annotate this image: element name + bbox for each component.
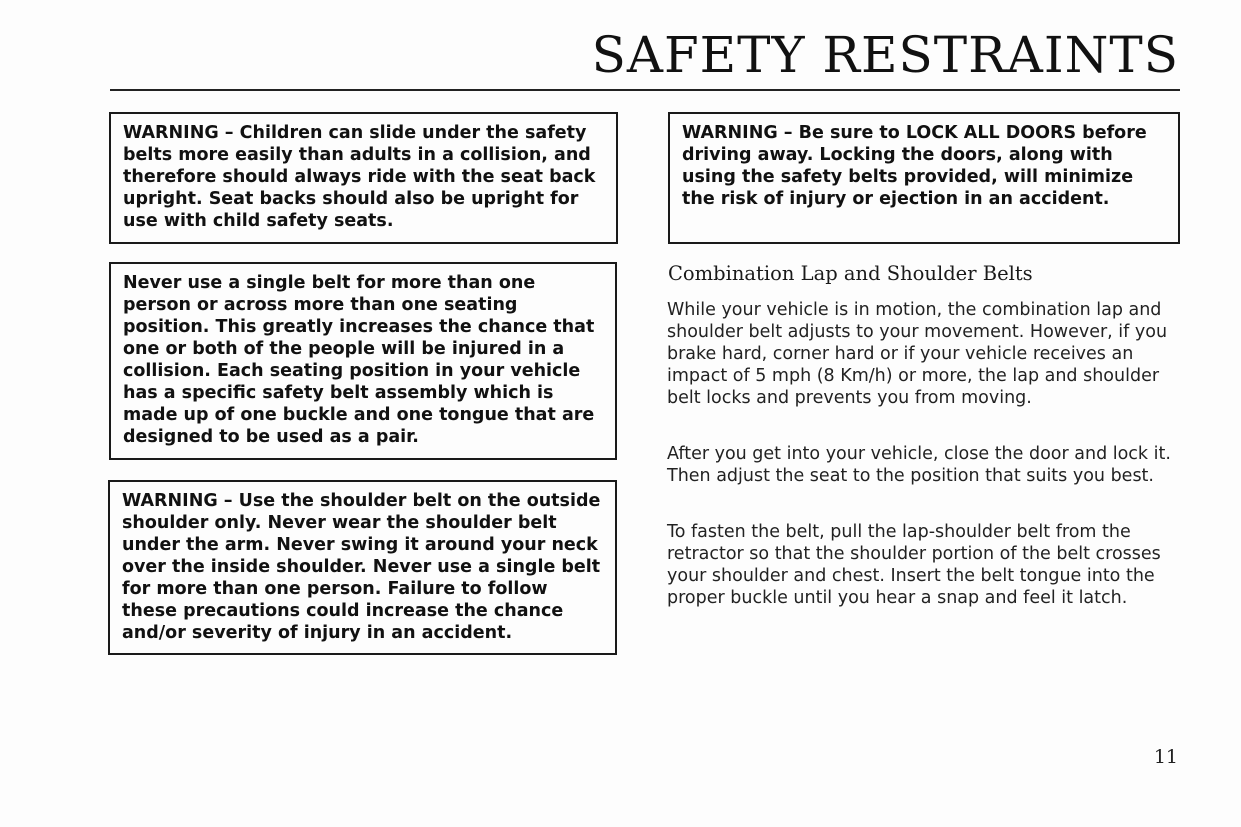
page-title: SAFETY RESTRAINTS	[591, 26, 1179, 84]
notice-box-single-belt: Never use a single belt for more than one person or across more than one seating position. This greatly increases the chance that one or both of the people will be injured in a collision. Each seating position in your vehicle has a specific safety belt assembly which is made up of one buckle and one tongue that are designed to be used as a pair.	[109, 262, 617, 460]
header-divider	[110, 89, 1180, 91]
body-paragraph: After you get into your vehicle, close the door and lock it. Then adjust the seat to the position that suits you best.	[667, 444, 1171, 486]
warning-box-children: WARNING – Children can slide under the safety belts more easily than adults in a collision, and therefore should always ride with the seat back upright. Seat backs should also be upright for use with child safety seats.	[109, 112, 618, 244]
body-paragraph: While your vehicle is in motion, the combination lap and shoulder belt adjusts to your movement. However, if you brake hard, corner hard or if your vehicle receives an impact of 5 mph (8 Km/h) or more, the lap and shoulder belt locks and prevents you from moving.	[667, 300, 1168, 408]
warning-box-shoulder-belt: WARNING – Use the shoulder belt on the outside shoulder only. Never wear the shoulder belt under the arm. Never swing it around your neck over the inside shoulder. Never use a single belt for more than one person. Failure to follow these precautions could increase the chance and/or severity of injury in an accident.	[108, 480, 617, 655]
page-number: 11	[1153, 746, 1178, 768]
warning-box-lock-doors: WARNING – Be sure to LOCK ALL DOORS before driving away. Locking the doors, along with using the safety belts provided, will minimize the risk of injury or ejection in an accident.	[668, 112, 1180, 244]
section-heading: Combination Lap and Shoulder Belts	[668, 262, 1033, 285]
body-paragraph: To fasten the belt, pull the lap-shoulder belt from the retractor so that the shoulder portion of the belt crosses your shoulder and chest. Insert the belt tongue into the proper buckle until you hear a snap and feel it latch.	[667, 522, 1161, 608]
